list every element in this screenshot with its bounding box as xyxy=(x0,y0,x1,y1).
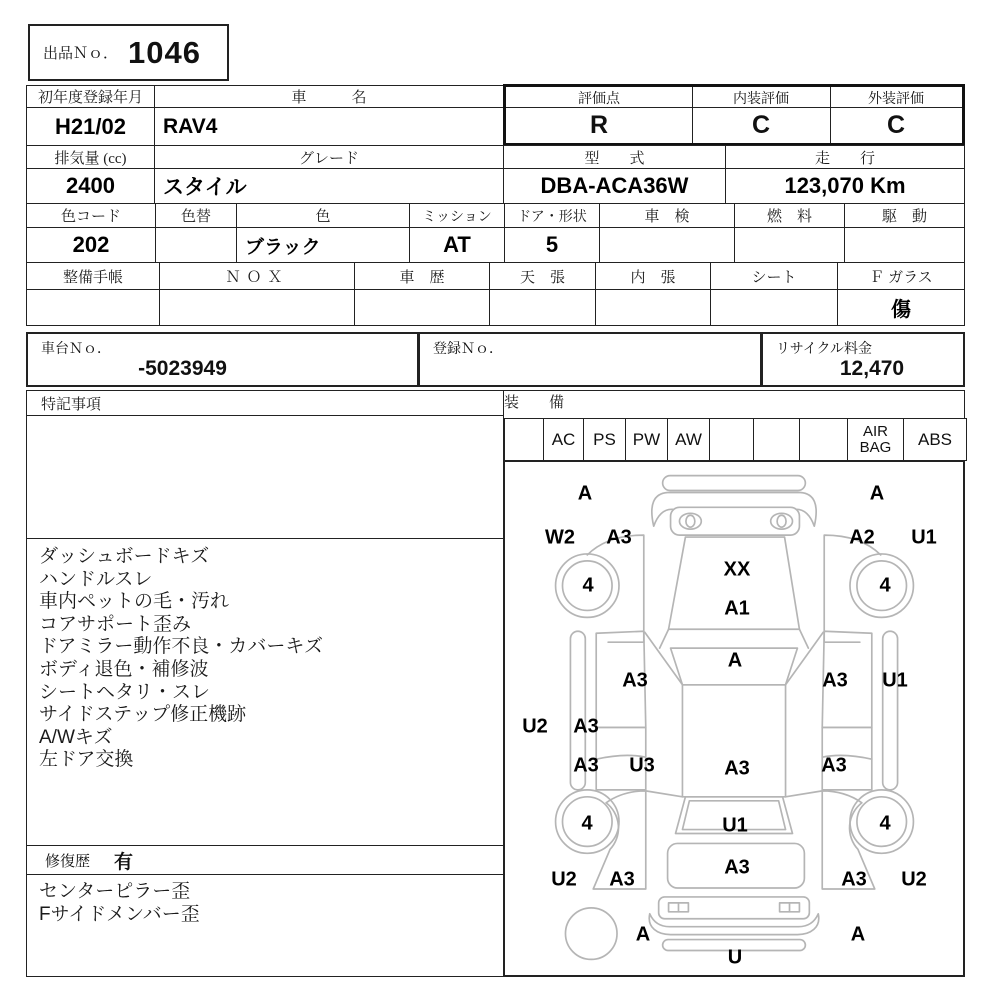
registration-no-label: 登録Ｎｏ． xyxy=(433,342,503,357)
damage-label: U xyxy=(727,946,743,969)
damage-label: A3 xyxy=(609,868,635,891)
damage-label: A2 xyxy=(849,526,875,549)
damage-label: A xyxy=(727,649,743,672)
mileage-header: 走 行 xyxy=(725,145,965,169)
damage-label: U2 xyxy=(522,715,548,738)
door-trim-header: 内 張 xyxy=(595,262,711,290)
spare-tire xyxy=(565,908,617,960)
damage-label: A3 xyxy=(724,856,750,879)
equipment-cell: PS xyxy=(583,418,626,461)
front-glass-value: 傷 xyxy=(837,289,965,326)
lot-number-value: 1046 xyxy=(128,34,201,70)
rear-bumper xyxy=(649,914,819,935)
special-notes-empty-box xyxy=(26,415,505,539)
note-item: ドアミラー動作不良・カバーキズ xyxy=(39,636,324,658)
damage-label: 4 xyxy=(581,812,593,835)
damage-label: A3 xyxy=(841,868,867,891)
note-item: A/Wキズ xyxy=(39,726,113,748)
interior-grade-value: C xyxy=(692,107,831,143)
car-history-header: 車 歴 xyxy=(354,262,490,290)
color-change-value xyxy=(155,227,237,263)
recycle-fee-value: 12,470 xyxy=(839,356,905,380)
repair-item: センターピラー歪 xyxy=(39,881,191,902)
damage-label: U1 xyxy=(722,814,748,837)
lot-number-label: 出品Ｎｏ． xyxy=(43,46,119,62)
lot-number-box xyxy=(28,24,229,81)
note-item: ボディ退色・補修波 xyxy=(39,658,209,680)
damage-label: A3 xyxy=(822,669,848,692)
model-code-value: DBA-ACA36W xyxy=(503,168,726,204)
equipment-cell xyxy=(709,418,754,461)
note-item: ハンドルスレ xyxy=(39,568,153,590)
equipment-cell: AC xyxy=(543,418,584,461)
repair-history-label: 修復歴 xyxy=(45,853,91,870)
note-item: 車内ペットの毛・汚れ xyxy=(39,591,230,613)
note-item: コアサポート歪み xyxy=(39,613,192,635)
equipment-cell: ABS xyxy=(903,418,967,461)
displacement-value: 2400 xyxy=(26,168,155,204)
equipment-cell: AIR BAG xyxy=(847,418,904,461)
cowl-lines xyxy=(660,629,809,648)
fuel-header: 燃 料 xyxy=(734,203,845,228)
recycle-fee-cell xyxy=(761,332,965,387)
note-item: ダッシュボードキズ xyxy=(39,546,210,567)
displacement-header: 排気量 (cc) xyxy=(26,145,155,169)
chassis-no-label: 車台Ｎｏ． xyxy=(41,342,111,357)
damage-label: A3 xyxy=(724,757,750,780)
drive-value xyxy=(844,227,965,263)
repair-history-list xyxy=(26,874,505,977)
right-rear-pillar-line xyxy=(786,791,823,797)
exterior-grade-header: 外装評価 xyxy=(868,91,924,107)
damage-label: A3 xyxy=(821,754,847,777)
fuel-value xyxy=(734,227,845,263)
headliner-header: 天 張 xyxy=(489,262,596,290)
car-damage-diagram xyxy=(503,460,965,977)
inspection-value xyxy=(599,227,735,263)
interior-grade-header: 内装評価 xyxy=(692,87,831,108)
transmission-header: ミッション xyxy=(409,203,505,228)
doors-header: ドア・形状 xyxy=(504,203,600,228)
car-history-value xyxy=(354,289,490,326)
equipment-header: 装 備 xyxy=(503,390,965,419)
right-sill xyxy=(883,631,898,790)
damage-label: A3 xyxy=(606,526,632,549)
damage-label: 4 xyxy=(582,574,594,597)
service-book-value xyxy=(26,289,160,326)
grade-header: グレード xyxy=(154,145,504,169)
equipment-cell xyxy=(799,418,848,461)
transmission-value: AT xyxy=(409,227,505,263)
damage-label: U3 xyxy=(629,754,655,777)
registration-no-cell xyxy=(418,332,762,387)
special-notes-list xyxy=(26,538,505,846)
damage-label: 4 xyxy=(879,812,891,835)
special-notes-header: 特記事項 xyxy=(26,390,505,416)
repair-item: Fサイドメンバー歪 xyxy=(39,904,200,925)
seat-value xyxy=(710,289,838,326)
score-value: R xyxy=(506,107,693,143)
model-code-header: 型 式 xyxy=(503,145,726,169)
car-name-value: RAV4 xyxy=(154,107,504,146)
damage-label: U1 xyxy=(911,526,937,549)
damage-label: 4 xyxy=(879,574,891,597)
left-rear-pillar-line xyxy=(646,791,683,797)
color-code-header: 色コード xyxy=(26,203,156,228)
evaluation-box xyxy=(503,84,965,146)
damage-label: A xyxy=(869,482,885,505)
service-book-header: 整備手帳 xyxy=(26,262,160,290)
rear-panel xyxy=(659,897,810,919)
drive-header: 駆 動 xyxy=(844,203,965,228)
recycle-fee-label: リサイクル料金 xyxy=(776,342,873,357)
equipment-cell: AW xyxy=(667,418,710,461)
damage-label: A xyxy=(635,923,651,946)
repair-history-value: 有 xyxy=(114,851,134,873)
exterior-grade-value: C xyxy=(830,107,962,143)
color-value: ブラック xyxy=(236,227,410,263)
damage-label: XX xyxy=(723,558,751,581)
door-trim-value xyxy=(595,289,711,326)
equipment-cell xyxy=(503,418,544,461)
seat-header: シート xyxy=(710,262,838,290)
reg-date-header: 初年度登録年月 xyxy=(26,85,155,108)
equipment-cell xyxy=(753,418,800,461)
inspection-header: 車 検 xyxy=(599,203,735,228)
score-header: 評価点 xyxy=(506,87,693,108)
note-item: サイドステップ修正機跡 xyxy=(39,704,247,726)
damage-label: A xyxy=(850,923,866,946)
note-item: シートヘタリ・スレ xyxy=(39,681,211,703)
damage-label: A1 xyxy=(724,597,750,620)
color-header: 色 xyxy=(236,203,410,228)
equipment-cell: PW xyxy=(625,418,668,461)
damage-label: U2 xyxy=(901,868,927,891)
note-item: 左ドア交換 xyxy=(39,749,134,771)
front-top-bar xyxy=(663,476,806,491)
doors-value: 5 xyxy=(504,227,600,263)
nox-header: ＮＯＸ xyxy=(159,262,355,290)
damage-label: A3 xyxy=(573,754,599,777)
color-change-header: 色替 xyxy=(155,203,237,228)
equipment-cells xyxy=(503,418,966,461)
car-name-header: 車 名 xyxy=(154,85,504,108)
chassis-no-value: -5023949 xyxy=(138,356,227,380)
damage-label: U1 xyxy=(882,669,908,692)
color-code-value: 202 xyxy=(26,227,156,263)
damage-label: W2 xyxy=(545,526,575,549)
headliner-value xyxy=(489,289,596,326)
damage-label: U2 xyxy=(551,868,577,891)
grade-value: スタイル xyxy=(154,168,504,204)
front-glass-header: Ｆ ガラス xyxy=(837,262,965,290)
mileage-value: 123,070 Km xyxy=(725,168,965,204)
chassis-no-cell xyxy=(26,332,419,387)
damage-label: A3 xyxy=(573,715,599,738)
damage-label: A xyxy=(577,482,593,505)
front-grille-panel xyxy=(671,507,800,535)
registration-no-value xyxy=(420,352,760,385)
repair-history-bar xyxy=(26,845,505,875)
damage-label: A3 xyxy=(622,669,648,692)
reg-date-value: H21/02 xyxy=(26,107,155,146)
nox-value xyxy=(159,289,355,326)
